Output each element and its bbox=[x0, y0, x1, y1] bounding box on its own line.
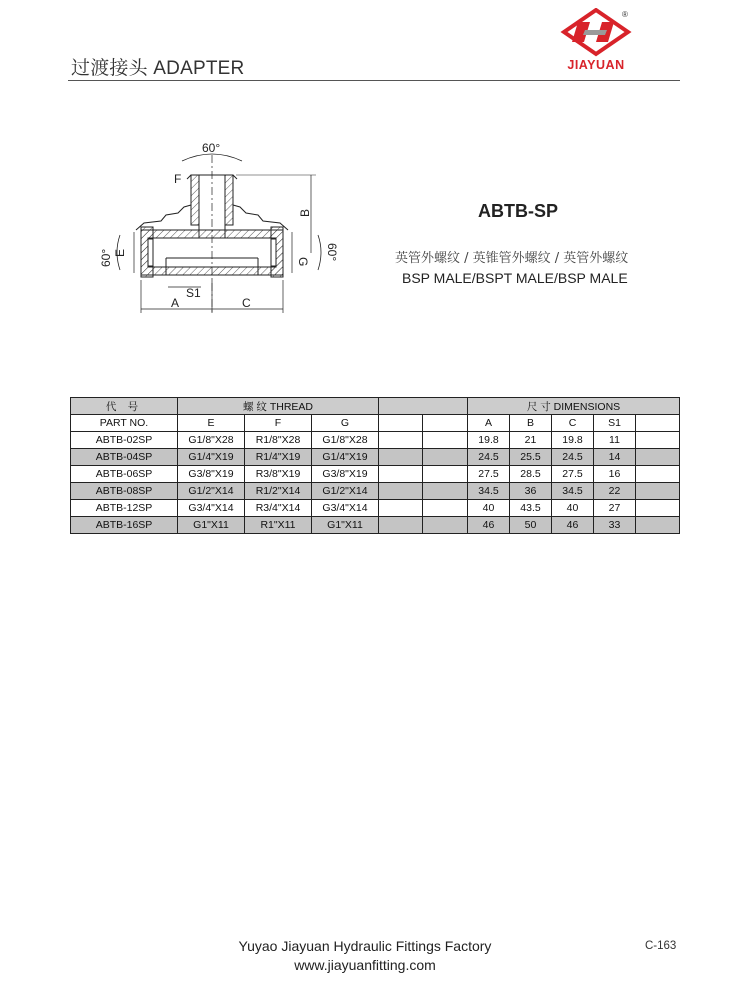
cell-part: ABTB-06SP bbox=[71, 466, 178, 483]
cell-a: 24.5 bbox=[468, 449, 510, 466]
col-c: C bbox=[552, 415, 594, 432]
table-header-columns bbox=[71, 415, 680, 432]
cell-part: ABTB-02SP bbox=[71, 432, 178, 449]
cell-a: 46 bbox=[468, 517, 510, 534]
cell-g: G3/8"X19 bbox=[312, 466, 379, 483]
cell-c: 40 bbox=[552, 500, 594, 517]
cell-blank bbox=[423, 517, 468, 534]
cell-blank bbox=[379, 500, 423, 517]
cell-s1: 27 bbox=[594, 500, 636, 517]
cell-s1: 22 bbox=[594, 483, 636, 500]
registered-mark: ® bbox=[622, 10, 628, 19]
cell-part: ABTB-08SP bbox=[71, 483, 178, 500]
cell-g: G3/4"X14 bbox=[312, 500, 379, 517]
cell-blank bbox=[636, 483, 680, 500]
cell-a: 40 bbox=[468, 500, 510, 517]
cell-s1: 14 bbox=[594, 449, 636, 466]
cell-blank bbox=[636, 517, 680, 534]
col-g: G bbox=[312, 415, 379, 432]
col-blank bbox=[379, 415, 423, 432]
header-thread: 螺 纹 THREAD bbox=[178, 398, 379, 415]
label-c: C bbox=[242, 296, 251, 310]
cell-blank bbox=[379, 432, 423, 449]
cell-blank bbox=[636, 432, 680, 449]
cell-part: ABTB-12SP bbox=[71, 500, 178, 517]
col-b: B bbox=[510, 415, 552, 432]
cell-blank bbox=[636, 466, 680, 483]
product-description-cn: 英管外螺纹 / 英锥管外螺纹 / 英管外螺纹 bbox=[395, 251, 629, 266]
label-top-angle: 60° bbox=[202, 141, 221, 155]
cell-c: 46 bbox=[552, 517, 594, 534]
label-f: F bbox=[174, 172, 182, 186]
cell-b: 21 bbox=[510, 432, 552, 449]
col-part-no: PART NO. bbox=[71, 415, 178, 432]
label-right-angle: 60° bbox=[325, 243, 339, 262]
label-g: G bbox=[296, 257, 310, 267]
col-f: F bbox=[245, 415, 312, 432]
cell-c: 34.5 bbox=[552, 483, 594, 500]
cell-e: G1/2"X14 bbox=[178, 483, 245, 500]
table-row bbox=[71, 517, 680, 534]
table-row bbox=[71, 449, 680, 466]
cell-f: R1/8"X28 bbox=[245, 432, 312, 449]
cell-s1: 16 bbox=[594, 466, 636, 483]
header-blank bbox=[379, 398, 468, 415]
cell-e: G1"X11 bbox=[178, 517, 245, 534]
page-title: 过渡接头 ADAPTER bbox=[71, 58, 245, 79]
cell-s1: 33 bbox=[594, 517, 636, 534]
logo-wordmark: JIAYUAN bbox=[567, 58, 625, 72]
cell-blank bbox=[379, 466, 423, 483]
table-row bbox=[71, 500, 680, 517]
cell-blank bbox=[423, 432, 468, 449]
tee-fitting-diagram bbox=[96, 135, 346, 325]
cell-c: 27.5 bbox=[552, 466, 594, 483]
header-dimensions: 尺 寸 DIMENSIONS bbox=[468, 398, 680, 415]
cell-b: 36 bbox=[510, 483, 552, 500]
cell-c: 19.8 bbox=[552, 432, 594, 449]
cell-a: 19.8 bbox=[468, 432, 510, 449]
label-left-angle: 60° bbox=[99, 248, 113, 267]
cell-part: ABTB-16SP bbox=[71, 517, 178, 534]
cell-e: G3/8"X19 bbox=[178, 466, 245, 483]
footer-website[interactable]: www.jiayuanfitting.com bbox=[294, 957, 436, 973]
brand-logo bbox=[556, 8, 636, 78]
table-row bbox=[71, 483, 680, 500]
table-header-group bbox=[71, 398, 680, 415]
cell-g: G1/4"X19 bbox=[312, 449, 379, 466]
cell-e: G3/4"X14 bbox=[178, 500, 245, 517]
col-s1: S1 bbox=[594, 415, 636, 432]
cell-blank bbox=[636, 449, 680, 466]
cell-c: 24.5 bbox=[552, 449, 594, 466]
cell-blank bbox=[423, 500, 468, 517]
cell-b: 25.5 bbox=[510, 449, 552, 466]
cell-blank bbox=[423, 483, 468, 500]
col-a: A bbox=[468, 415, 510, 432]
cell-g: G1/8"X28 bbox=[312, 432, 379, 449]
cell-g: G1/2"X14 bbox=[312, 483, 379, 500]
cell-a: 34.5 bbox=[468, 483, 510, 500]
specification-table bbox=[70, 397, 680, 534]
cell-s1: 11 bbox=[594, 432, 636, 449]
cell-f: R3/8"X19 bbox=[245, 466, 312, 483]
cell-blank bbox=[379, 449, 423, 466]
cell-e: G1/8"X28 bbox=[178, 432, 245, 449]
footer-company: Yuyao Jiayuan Hydraulic Fittings Factory bbox=[238, 938, 492, 954]
header-divider bbox=[68, 80, 680, 81]
cell-f: R1"X11 bbox=[245, 517, 312, 534]
label-b: B bbox=[298, 208, 312, 217]
cell-g: G1"X11 bbox=[312, 517, 379, 534]
col-blank bbox=[636, 415, 680, 432]
cell-b: 50 bbox=[510, 517, 552, 534]
page-number: C-163 bbox=[645, 940, 677, 952]
cell-blank bbox=[636, 500, 680, 517]
cell-e: G1/4"X19 bbox=[178, 449, 245, 466]
cell-f: R1/4"X19 bbox=[245, 449, 312, 466]
label-s1: S1 bbox=[186, 286, 201, 300]
table-row bbox=[71, 466, 680, 483]
table-row bbox=[71, 432, 680, 449]
cell-blank bbox=[379, 483, 423, 500]
cell-blank bbox=[379, 517, 423, 534]
product-description-en: BSP MALE/BSPT MALE/BSP MALE bbox=[402, 270, 628, 286]
col-blank bbox=[423, 415, 468, 432]
cell-blank bbox=[423, 449, 468, 466]
header-part-no-cn: 代 号 bbox=[71, 398, 178, 415]
label-e: E bbox=[113, 248, 127, 257]
col-e: E bbox=[178, 415, 245, 432]
cell-b: 43.5 bbox=[510, 500, 552, 517]
fitting-drawing bbox=[96, 135, 346, 325]
cell-f: R1/2"X14 bbox=[245, 483, 312, 500]
cell-part: ABTB-04SP bbox=[71, 449, 178, 466]
cell-b: 28.5 bbox=[510, 466, 552, 483]
cell-blank bbox=[423, 466, 468, 483]
cell-a: 27.5 bbox=[468, 466, 510, 483]
product-code: ABTB-SP bbox=[478, 201, 558, 221]
label-a: A bbox=[171, 296, 180, 310]
cell-f: R3/4"X14 bbox=[245, 500, 312, 517]
